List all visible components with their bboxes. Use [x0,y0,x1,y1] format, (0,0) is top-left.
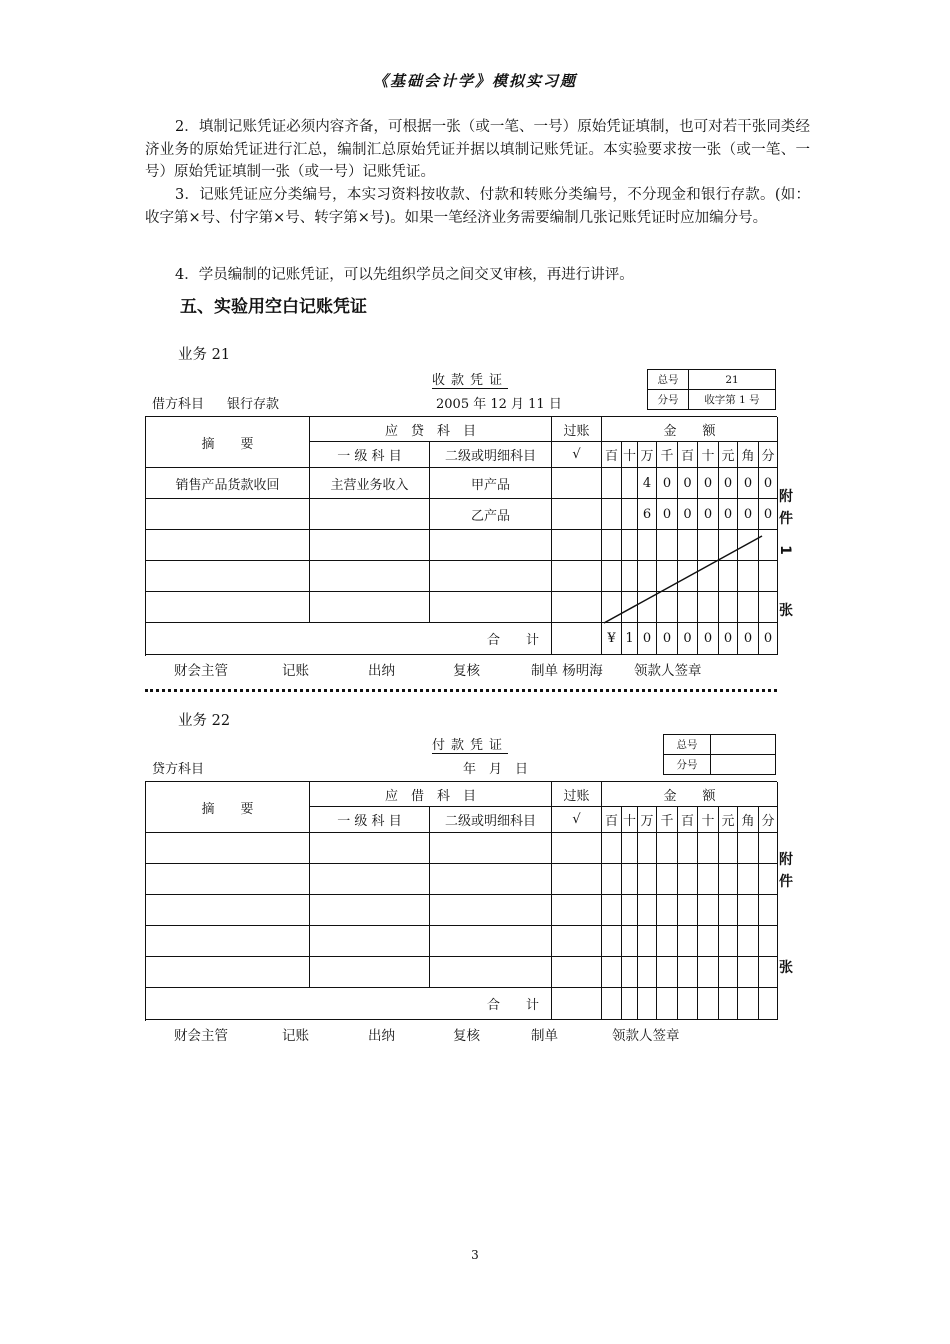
amount-digit-cell [602,561,622,592]
digit-header: 元 [719,442,738,468]
amount-digit-cell [678,592,698,623]
summary-cell [146,499,310,530]
amount-digit-cell: 0 [759,499,778,530]
amount-digit-cell[interactable] [698,926,719,957]
sub-no-value: 收字第 1 号 [689,390,776,410]
level1-cell[interactable] [310,864,430,895]
total-digit-cell: 0 [738,623,759,655]
level1-cell [310,561,430,592]
total-digit-cell: 0 [719,623,738,655]
digit-header: 角 [738,442,759,468]
sub-no-label: 分号 [664,755,711,775]
amount-digit-cell[interactable] [638,864,657,895]
attachment-label-2: 件 [779,874,793,890]
total-digit-cell[interactable] [678,988,698,1020]
digit-header: 万 [638,807,657,833]
amount-digit-cell[interactable] [678,957,698,988]
total-digit-cell[interactable] [657,988,678,1020]
amount-digit-cell[interactable] [657,895,678,926]
total-no-label: 总号 [664,735,711,755]
total-digit-cell[interactable] [698,988,719,1020]
posting-cell [552,530,602,561]
amount-digit-cell [759,530,778,561]
amount-digit-cell[interactable] [622,926,638,957]
total-label: 合 计 [146,988,552,1020]
header-amount: 金 额 [602,417,778,442]
total-no-label: 总号 [648,370,689,390]
amount-digit-cell: 0 [738,468,759,499]
summary-cell[interactable] [146,864,310,895]
amount-digit-cell[interactable] [622,957,638,988]
level2-cell[interactable] [430,864,552,895]
account-label: 贷方科目 [152,762,205,777]
attachment-label-3: 张 [779,960,793,976]
page-header: 《基础会计学》模拟实习题 [372,72,577,90]
total-label: 合 计 [146,623,552,655]
total-digit-cell[interactable] [738,988,759,1020]
total-no-value[interactable] [711,735,776,755]
amount-digit-cell[interactable] [622,864,638,895]
voucher-number-box [663,734,776,775]
amount-digit-cell[interactable] [678,926,698,957]
header-check: √ [552,807,602,833]
total-digit-cell[interactable] [602,988,622,1020]
amount-digit-cell [678,530,698,561]
attachment-label-2: 件 [779,511,793,527]
posting-cell[interactable] [552,957,602,988]
level1-cell[interactable] [310,957,430,988]
sub-no-label: 分号 [648,390,689,410]
header-subject: 应 借 科 目 [310,782,552,807]
amount-digit-cell[interactable] [738,833,759,864]
amount-digit-cell [678,561,698,592]
amount-digit-cell: 6 [638,499,657,530]
digit-header: 千 [657,442,678,468]
amount-digit-cell [602,530,622,561]
amount-digit-cell[interactable] [698,833,719,864]
amount-digit-cell [698,530,719,561]
posting-cell [552,592,602,623]
level2-cell [430,592,552,623]
level2-cell [430,530,552,561]
amount-digit-cell[interactable] [602,833,622,864]
voucher-table [145,416,777,656]
amount-digit-cell[interactable] [719,926,738,957]
paragraph-4: 4．学员编制的记账凭证，可以先组织学员之间交叉审核，再进行讲评。 [175,267,634,283]
header-summary: 摘 要 [146,782,310,833]
total-digit-cell: 1 [622,623,638,655]
amount-digit-cell[interactable] [678,833,698,864]
digit-header: 百 [602,807,622,833]
posting-cell [552,623,602,655]
amount-digit-cell: 0 [657,499,678,530]
attachment-count: 1 [776,545,793,555]
amount-digit-cell[interactable] [622,895,638,926]
total-digit-cell: 0 [759,623,778,655]
footer-recipient: 领款人签章 [634,663,702,679]
footer-cashier: 出纳 [368,663,395,679]
digit-header: 元 [719,807,738,833]
amount-digit-cell [719,561,738,592]
level1-cell[interactable] [310,895,430,926]
header-level1: 一 级 科 目 [310,807,430,833]
summary-cell [146,592,310,623]
amount-digit-cell[interactable] [657,957,678,988]
amount-digit-cell [738,561,759,592]
level1-cell[interactable] [310,833,430,864]
paragraph-2: 2．填制记账凭证必须内容齐备，可根据一张（或一笔、一号）原始凭证填制，也可对若干张同类经济业务的原始凭证进行汇总，编制汇总原始凭证并据以填制记账凭证。本实验要求按一张（或一笔、一号）原始凭证填制一张（或一号）记账凭证。 [145,119,810,180]
total-digit-cell[interactable] [622,988,638,1020]
level1-cell [310,592,430,623]
amount-digit-cell[interactable] [657,926,678,957]
section-title: 五、实验用空白记账凭证 [180,297,367,317]
digit-header: 百 [678,442,698,468]
digit-header: 百 [602,442,622,468]
voucher-table [145,781,777,1021]
amount-digit-cell[interactable] [638,895,657,926]
amount-digit-cell [602,499,622,530]
amount-digit-cell[interactable] [678,895,698,926]
amount-digit-cell[interactable] [657,864,678,895]
posting-cell[interactable] [552,926,602,957]
amount-digit-cell[interactable] [738,957,759,988]
footer-bookkeeper: 记账 [282,663,309,679]
digit-header: 万 [638,442,657,468]
amount-digit-cell[interactable] [738,864,759,895]
amount-digit-cell[interactable] [719,957,738,988]
footer-bookkeeper: 记账 [282,1028,309,1044]
amount-digit-cell[interactable] [719,895,738,926]
summary-cell[interactable] [146,926,310,957]
amount-digit-cell[interactable] [602,895,622,926]
amount-digit-cell [638,530,657,561]
digit-header: 十 [622,442,638,468]
amount-digit-cell [622,530,638,561]
amount-digit-cell [638,561,657,592]
level1-cell [310,530,430,561]
footer-supervisor: 财会主管 [174,1028,228,1044]
attachment-label-3: 张 [779,603,793,619]
amount-digit-cell[interactable] [759,926,778,957]
amount-digit-cell [622,592,638,623]
header-amount: 金 额 [602,782,778,807]
summary-cell [146,530,310,561]
voucher-date: 2005 年 12 月 11 日 [436,397,562,412]
header-subject: 应 贷 科 目 [310,417,552,442]
digit-header: 十 [622,807,638,833]
summary-cell[interactable] [146,895,310,926]
voucher-number-box [647,369,776,410]
amount-digit-cell [622,468,638,499]
amount-digit-cell[interactable] [602,926,622,957]
attachment-label-1: 附 [779,852,793,868]
amount-digit-cell [698,592,719,623]
level1-cell: 主营业务收入 [310,468,430,499]
posting-cell[interactable] [552,895,602,926]
amount-digit-cell[interactable] [719,833,738,864]
amount-digit-cell [657,592,678,623]
posting-cell[interactable] [552,833,602,864]
header-posting: 过账 [552,782,602,807]
amount-digit-cell[interactable] [602,957,622,988]
header-level2: 二级或明细科目 [430,807,552,833]
amount-digit-cell[interactable] [602,864,622,895]
amount-digit-cell [602,468,622,499]
amount-digit-cell [759,561,778,592]
digit-header: 十 [698,442,719,468]
summary-cell: 销售产品货款收回 [146,468,310,499]
voucher-title: 付款凭证 [431,738,508,753]
amount-digit-cell[interactable] [657,833,678,864]
amount-digit-cell: 0 [657,468,678,499]
footer-recipient: 领款人签章 [612,1028,680,1044]
voucher-title: 收款凭证 [431,373,508,388]
footer-cashier: 出纳 [368,1028,395,1044]
amount-digit-cell [738,530,759,561]
amount-digit-cell [738,592,759,623]
page-number: 3 [471,1248,479,1262]
level1-cell [310,499,430,530]
footer-reviewer: 复核 [453,663,480,679]
amount-digit-cell[interactable] [738,895,759,926]
amount-digit-cell[interactable] [678,864,698,895]
amount-digit-cell[interactable] [759,957,778,988]
amount-digit-cell [759,592,778,623]
paragraph-3: 3．记账凭证应分类编号，本实习资料按收款、付款和转账分类编号，不分现金和银行存款。(如：收字第×号、付字第×号、转字第×号)。如果一笔经济业务需要编制几张记账凭证时应加编分号。 [145,187,810,226]
amount-digit-cell [719,530,738,561]
level2-cell[interactable] [430,895,552,926]
amount-digit-cell: 4 [638,468,657,499]
level2-cell[interactable] [430,833,552,864]
amount-digit-cell [622,561,638,592]
total-digit-cell: ¥ [602,623,622,655]
amount-digit-cell: 0 [759,468,778,499]
account-label: 借方科目 [152,397,205,412]
level2-cell: 乙产品 [430,499,552,530]
total-digit-cell: 0 [678,623,698,655]
amount-digit-cell [638,592,657,623]
header-summary: 摘 要 [146,417,310,468]
footer-reviewer: 复核 [453,1028,480,1044]
header-level2: 二级或明细科目 [430,442,552,468]
total-digit-cell[interactable] [638,988,657,1020]
amount-digit-cell[interactable] [638,833,657,864]
amount-digit-cell[interactable] [759,864,778,895]
digit-header: 千 [657,807,678,833]
amount-digit-cell[interactable] [719,864,738,895]
amount-digit-cell [602,592,622,623]
amount-digit-cell[interactable] [759,895,778,926]
dotted-separator [145,689,777,692]
amount-digit-cell[interactable] [698,957,719,988]
level1-cell[interactable] [310,926,430,957]
level2-cell: 甲产品 [430,468,552,499]
amount-digit-cell[interactable] [638,926,657,957]
posting-cell[interactable] [552,864,602,895]
summary-cell [146,561,310,592]
summary-cell[interactable] [146,957,310,988]
amount-digit-cell [719,592,738,623]
digit-header: 百 [678,807,698,833]
header-check: √ [552,442,602,468]
footer-preparer: 制单 杨明海 [531,663,603,679]
total-no-value: 21 [689,370,776,390]
amount-digit-cell: 0 [678,499,698,530]
level2-cell [430,561,552,592]
business-label-22: 业务 22 [178,713,231,729]
amount-digit-cell[interactable] [698,895,719,926]
total-digit-cell: 0 [638,623,657,655]
amount-digit-cell [622,499,638,530]
summary-cell[interactable] [146,833,310,864]
voucher-date: 年 月 日 [463,762,529,777]
amount-digit-cell: 0 [738,499,759,530]
amount-digit-cell[interactable] [698,864,719,895]
sub-no-value[interactable] [711,755,776,775]
amount-digit-cell[interactable] [759,833,778,864]
digit-header: 分 [759,807,778,833]
total-digit-cell: 0 [657,623,678,655]
amount-digit-cell [657,530,678,561]
posting-cell[interactable] [552,988,602,1020]
digit-header: 分 [759,442,778,468]
amount-digit-cell[interactable] [738,926,759,957]
level2-cell[interactable] [430,926,552,957]
total-digit-cell: 0 [698,623,719,655]
amount-digit-cell [698,561,719,592]
total-digit-cell[interactable] [719,988,738,1020]
posting-cell [552,561,602,592]
amount-digit-cell[interactable] [622,833,638,864]
footer-preparer: 制单 [531,1028,558,1044]
attachment-label-1: 附 [779,489,793,505]
digit-header: 十 [698,807,719,833]
footer-supervisor: 财会主管 [174,663,228,679]
digit-header: 角 [738,807,759,833]
posting-cell [552,468,602,499]
total-digit-cell[interactable] [759,988,778,1020]
header-level1: 一 级 科 目 [310,442,430,468]
account-value: 银行存款 [227,397,280,412]
amount-digit-cell[interactable] [638,957,657,988]
amount-digit-cell: 0 [698,499,719,530]
amount-digit-cell: 0 [719,468,738,499]
header-posting: 过账 [552,417,602,442]
amount-digit-cell: 0 [719,499,738,530]
amount-digit-cell [657,561,678,592]
amount-digit-cell: 0 [698,468,719,499]
amount-digit-cell: 0 [678,468,698,499]
business-label-21: 业务 21 [178,347,231,363]
level2-cell[interactable] [430,957,552,988]
posting-cell [552,499,602,530]
